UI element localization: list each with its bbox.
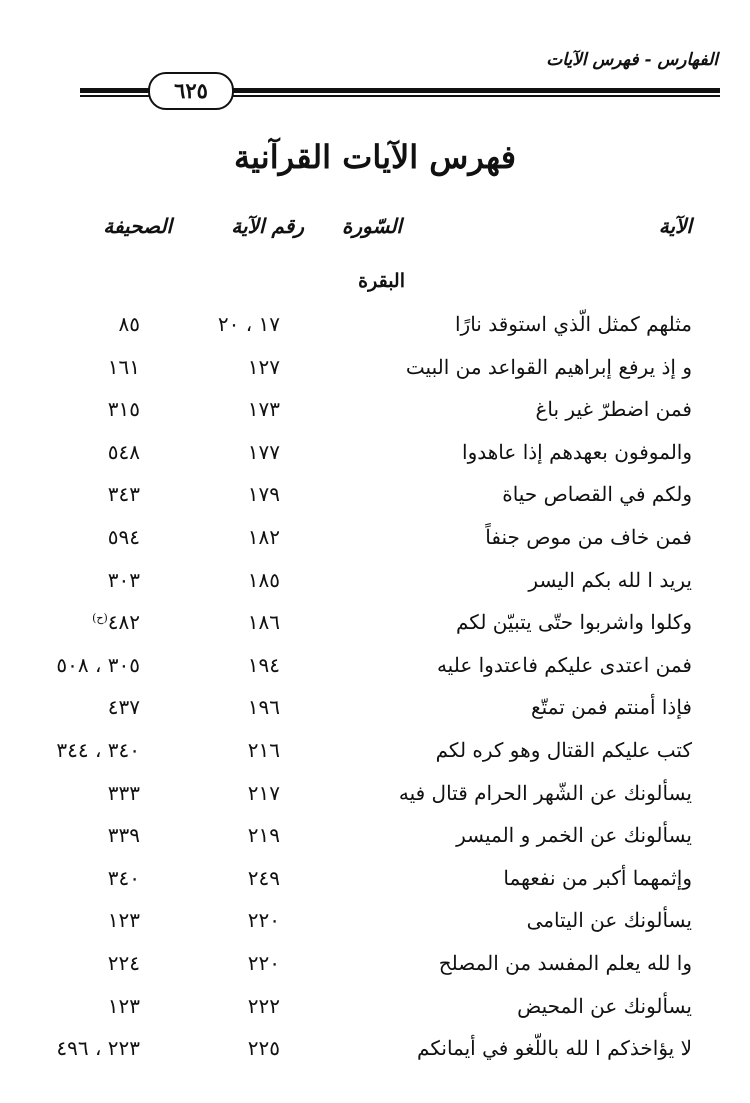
page-reference-text: ٣٠٥ ، ٥٠٨ xyxy=(56,652,140,677)
page-reference xyxy=(108,951,140,975)
verse-text: يسألونك عن اليتامى xyxy=(526,908,692,933)
page-reference xyxy=(92,610,140,634)
verse-text: فمن اعتدى عليكم فاعتدوا عليه xyxy=(436,652,692,677)
table-row xyxy=(0,908,750,948)
page-reference-text: ٢٢٤ xyxy=(107,951,140,975)
page-reference-text: ١٢٣ xyxy=(107,908,140,933)
table-row xyxy=(0,994,750,1034)
table-row xyxy=(0,397,750,437)
verse-text: يسألونك عن المحيض xyxy=(517,993,692,1018)
page-reference-text: ٥٩٤ xyxy=(107,525,140,549)
table-row xyxy=(0,866,750,906)
table-row xyxy=(0,525,750,565)
page-reference xyxy=(108,440,140,464)
page-title: فهرس الآيات القرآنية xyxy=(233,138,517,176)
page-reference xyxy=(108,355,140,379)
table-row xyxy=(0,738,750,778)
table-row xyxy=(0,951,750,991)
footnote-mark: (ح) xyxy=(92,611,108,625)
table-row xyxy=(0,355,750,395)
page-reference-text: ٣٤٠ xyxy=(107,865,140,890)
page-reference-text: ٢٢٣ ، ٤٩٦ xyxy=(56,1036,140,1061)
table-row xyxy=(0,1036,750,1076)
page-number: ٦٢٥ xyxy=(148,72,234,110)
page-reference xyxy=(108,908,140,932)
column-header-verse-number: رقم الآية xyxy=(231,214,304,238)
page-reference xyxy=(108,866,140,890)
table-row xyxy=(0,610,750,650)
page-reference xyxy=(108,482,140,506)
verse-text: فمن اضطرّ غير باغ xyxy=(535,397,692,422)
page-reference xyxy=(108,695,140,719)
column-header-verse: الآية xyxy=(658,214,692,238)
page-reference-text: ٣١٥ xyxy=(107,397,140,422)
page-reference-text: ٤٣٧ xyxy=(107,695,140,720)
verse-text: مثلهم كمثل الّذي استوقد نارًا xyxy=(454,312,692,336)
verse-text: و إذ يرفع إبراهيم القواعد من البيت xyxy=(405,354,692,379)
verse-text: والموفون بعهدهم إذا عاهدوا xyxy=(462,439,692,464)
verse-number: ٢٢٠ xyxy=(247,908,280,933)
verse-text: يسألونك عن الشّهر الحرام قتال فيه xyxy=(398,780,692,805)
page-reference-text: ٤٨٢ xyxy=(107,610,140,635)
page-reference-text: ٣٤٣ xyxy=(107,482,140,507)
verse-number: ٢١٧ xyxy=(247,780,280,805)
table-row xyxy=(0,440,750,480)
verse-number: ١٨٥ xyxy=(247,567,280,592)
page-reference xyxy=(108,823,140,847)
table-row xyxy=(0,482,750,522)
page-reference xyxy=(108,525,140,549)
verse-text: فإذا أمنتم فمن تمتّع xyxy=(531,695,692,720)
verse-text: ولكم في القصاص حياة xyxy=(502,482,692,507)
table-row xyxy=(0,653,750,693)
verse-text: وكلوا واشربوا حتّى يتبيّن لكم xyxy=(456,610,692,635)
page-reference xyxy=(56,1036,140,1060)
verse-number: ١٩٦ xyxy=(247,695,280,720)
verse-number: ٢٢٠ xyxy=(247,951,280,975)
verse-number: ١٨٦ xyxy=(247,610,280,635)
verse-text: وإثمهما أكبر من نفعهما xyxy=(503,865,692,890)
verse-number: ٢٢٢ xyxy=(247,993,280,1018)
verse-number: ١٢٧ xyxy=(247,354,280,379)
verse-number: ١٧٣ xyxy=(247,397,280,422)
page-reference-text: ٣٣٣ xyxy=(107,780,140,805)
verse-number: ٢٢٥ xyxy=(247,1036,280,1061)
verse-text: يريد ا لله بكم اليسر xyxy=(528,567,692,592)
page-reference-text: ١٢٣ xyxy=(107,993,140,1018)
verse-number: ٢٤٩ xyxy=(247,865,280,890)
verse-text: وا لله يعلم المفسد من المصلح xyxy=(438,951,692,975)
running-header: الفهارس - فهرس الآيات xyxy=(546,50,718,70)
page-reference xyxy=(56,738,140,762)
verse-number: ١٧ ، ٢٠ xyxy=(217,312,280,336)
surah-name: البقرة xyxy=(358,270,405,292)
verse-number: ١٨٢ xyxy=(247,525,280,549)
table-row xyxy=(0,781,750,821)
verse-number: ١٧٩ xyxy=(247,482,280,507)
verse-text: لا يؤاخذكم ا لله باللّغو في أيمانكم xyxy=(417,1036,692,1061)
page-reference-text: ٨٥ xyxy=(118,312,140,336)
page-reference-text: ٣٣٩ xyxy=(107,823,140,848)
page-reference-text: ٣٤٠ ، ٣٤٤ xyxy=(56,738,140,762)
page-reference xyxy=(119,312,140,336)
page-reference-text: ١٦١ xyxy=(107,354,140,379)
verse-text: كتب عليكم القتال وهو كره لكم xyxy=(435,738,692,762)
page-reference xyxy=(108,994,140,1018)
verse-number: ٢١٩ xyxy=(247,823,280,848)
table-row xyxy=(0,312,750,352)
page-reference xyxy=(108,568,140,592)
column-header-page: الصحيفة xyxy=(103,214,172,238)
verse-text: فمن خاف من موص جنفاً xyxy=(485,525,692,549)
page-reference xyxy=(108,397,140,421)
verse-number: ٢١٦ xyxy=(247,738,280,762)
table-row xyxy=(0,823,750,863)
page-reference xyxy=(108,781,140,805)
verse-text: يسألونك عن الخمر و الميسر xyxy=(456,823,692,848)
verse-number: ١٧٧ xyxy=(247,439,280,464)
column-header-surah: السّورة xyxy=(342,214,402,238)
verse-number: ١٩٤ xyxy=(247,652,280,677)
page-reference xyxy=(56,653,140,677)
page-reference-text: ٥٤٨ xyxy=(107,439,140,464)
page-reference-text: ٣٠٣ xyxy=(107,567,140,592)
table-row xyxy=(0,568,750,608)
table-row xyxy=(0,695,750,735)
